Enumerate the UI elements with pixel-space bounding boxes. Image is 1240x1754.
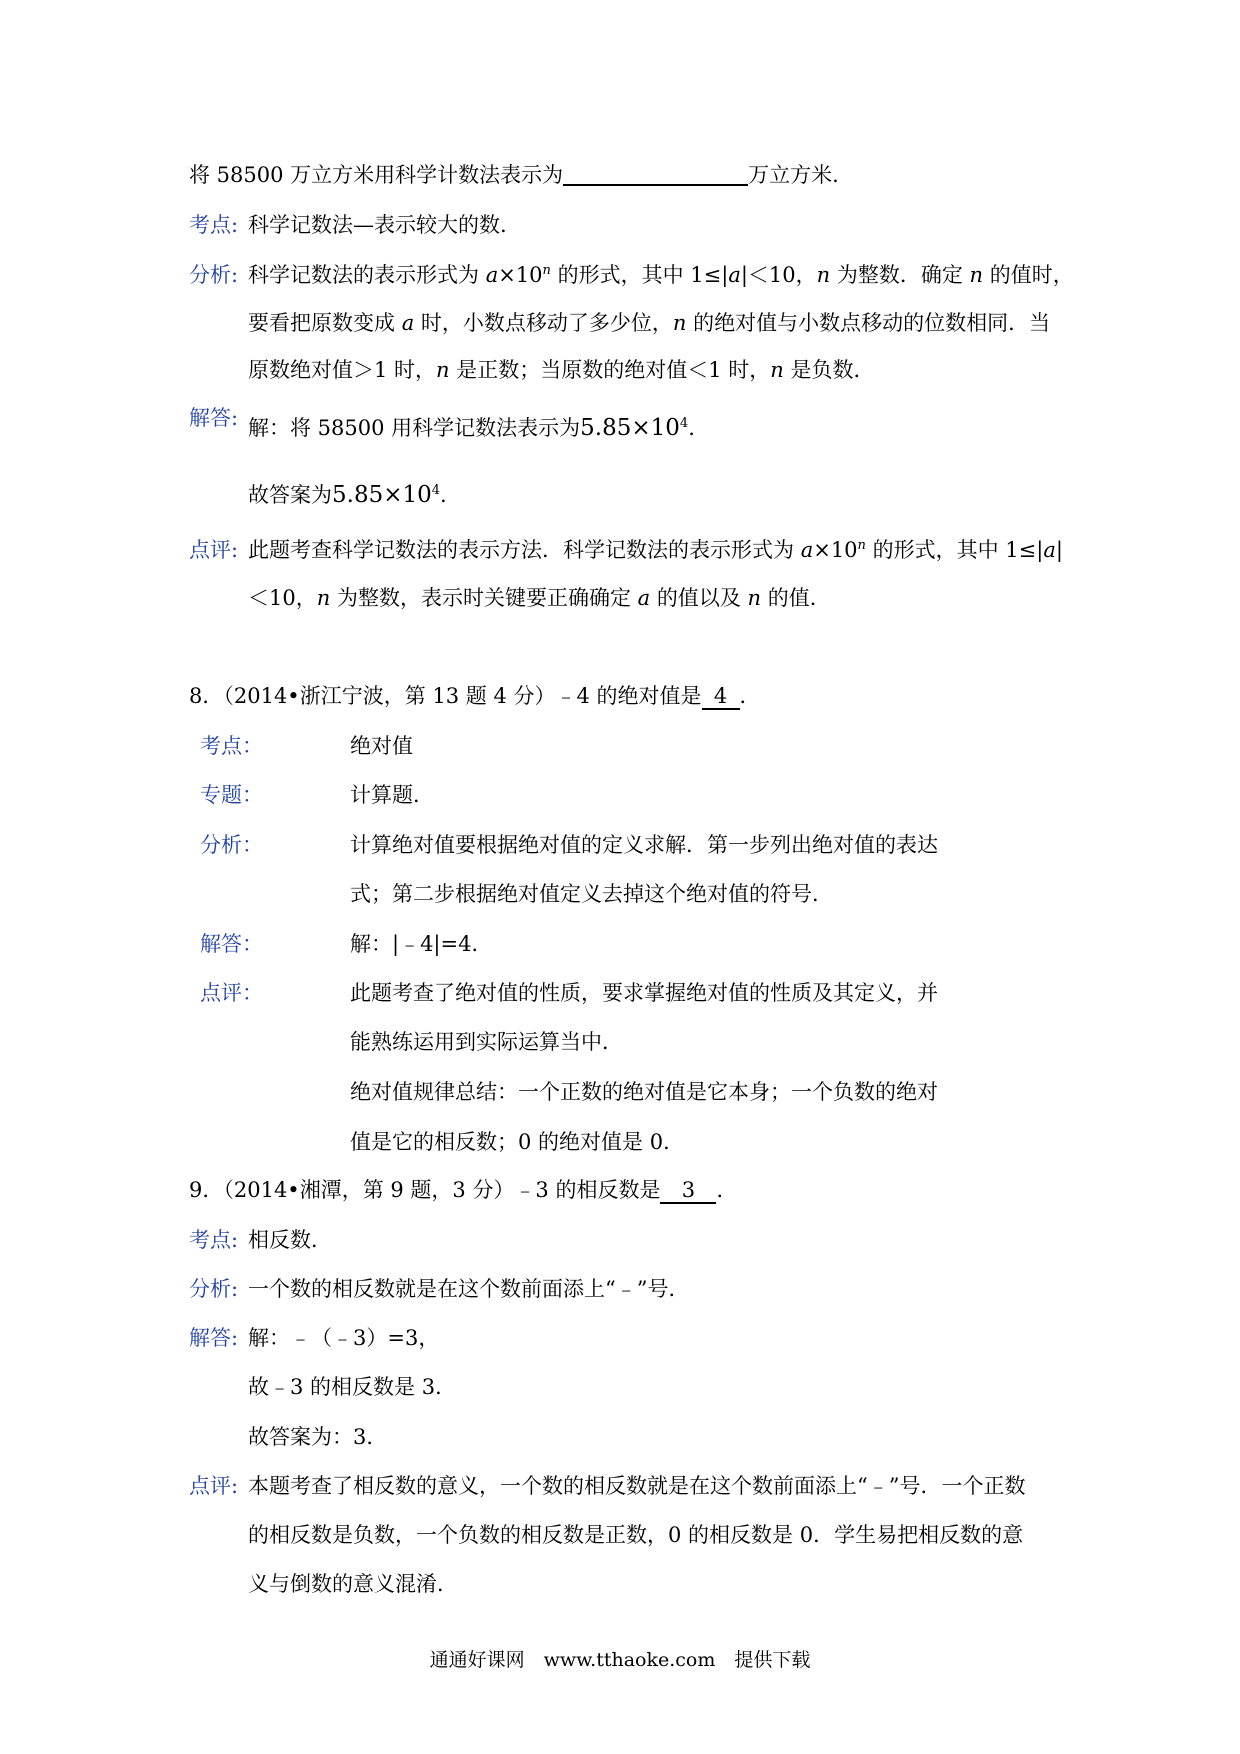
q8-dianping-line-2: 能熟练运用到实际运算当中． — [350, 1030, 623, 1054]
q7-stem-line — [189, 161, 839, 189]
q8-fenxi-line-1: 计算绝对值要根据绝对值的定义求解．第一步列出绝对值的表达 — [350, 833, 938, 857]
q9-jieda-line-2: 故﹣3 的相反数是 3． — [248, 1375, 457, 1399]
q7-fenxi-line-2: 要看把原数变成 a 时，小数点移动了多少位，n 的绝对值与小数点移动的位数相同．当 — [248, 311, 1051, 335]
q8-zhuanti-text: 计算题． — [350, 783, 434, 807]
q9-dianping-line-3: 义与倒数的意义混淆． — [248, 1572, 458, 1596]
q8-fenxi-line-2: 式；第二步根据绝对值定义去掉这个绝对值的符号． — [350, 882, 833, 906]
answer-blank — [563, 162, 748, 186]
q8-dianping-line-1: 此题考查了绝对值的性质，要求掌握绝对值的性质及其定义，并 — [350, 981, 938, 1005]
q9-answer: 3 — [660, 1178, 716, 1204]
q8-answer: 4 — [702, 684, 740, 710]
q7-jieda-label: 解答: — [189, 406, 239, 430]
q9-fenxi-text: 一个数的相反数就是在这个数前面添上“﹣”号． — [248, 1277, 690, 1301]
q7-fenxi-label: 分析: — [189, 263, 239, 287]
q8-stem: 8．（2014•浙江宁波，第 13 题 4 分）﹣4 的绝对值是 4 ． — [189, 684, 761, 708]
q9-jieda-line-1: 解：﹣（﹣3）=3， — [248, 1326, 440, 1350]
q8-dianping-line-4: 值是它的相反数；0 的绝对值是 0． — [350, 1130, 685, 1154]
q8-jieda-label: 解答： — [200, 932, 263, 956]
q7-kaodian-label: 考点: — [189, 213, 239, 237]
q8-zhuanti-label: 专题： — [200, 783, 263, 807]
page-footer: 通通好课网 www.tthaoke.com 提供下载 — [429, 1649, 811, 1671]
q9-fenxi-label: 分析: — [189, 1277, 239, 1301]
q8-kaodian-label: 考点： — [200, 734, 263, 758]
q9-kaodian-text: 相反数． — [248, 1228, 332, 1252]
q9-stem: 9．（2014•湘潭，第 9 题，3 分）﹣3 的相反数是 3 ． — [189, 1178, 738, 1202]
q7-fenxi-line-1: 科学记数法的表示形式为 $a\times 10^n$ 的形式，其中 1≤|a|＜10，n 为整数．确定 n 的值时， — [248, 263, 1074, 287]
q8-fenxi-label: 分析： — [200, 833, 263, 857]
q8-dianping-line-3: 绝对值规律总结：一个正数的绝对值是它本身；一个负数的绝对 — [350, 1080, 938, 1104]
q9-stem-text: 9．（2014•湘潭，第 9 题，3 分）﹣3 的相反数是 — [189, 1178, 661, 1202]
q8-jieda-text: 解：|﹣4|=4． — [350, 932, 493, 956]
q9-dianping-label: 点评: — [189, 1474, 239, 1498]
q7-dianping-label: 点评: — [189, 538, 239, 562]
q8-kaodian-text: 绝对值 — [350, 734, 413, 758]
q7-stem-text: 将 58500 万立方米用科学计数法表示为 — [189, 163, 564, 187]
q9-jieda-line-3: 故答案为：3． — [248, 1425, 388, 1449]
q8-stem-text: 8．（2014•浙江宁波，第 13 题 4 分）﹣4 的绝对值是 — [189, 684, 702, 708]
q9-kaodian-label: 考点: — [189, 1228, 239, 1252]
q7-kaodian-text: 科学记数法—表示较大的数. — [248, 213, 507, 237]
q7-stem-unit: 万立方米. — [748, 163, 839, 187]
q7-dianping-line-2: ＜10，n 为整数，表示时关键要正确确定 a 的值以及 n 的值． — [248, 586, 831, 610]
q9-dianping-line-2: 的相反数是负数，一个负数的相反数是正数，0 的相反数是 0．学生易把相反数的意 — [248, 1523, 1024, 1547]
q8-dianping-label: 点评： — [200, 981, 263, 1005]
q9-jieda-label: 解答: — [189, 1326, 239, 1350]
q7-jieda-line-2: 故答案为$5.85\times 10^4$. — [248, 482, 447, 508]
q7-fenxi-line-3: 原数绝对值＞1 时，n 是正数；当原数的绝对值＜1 时，n 是负数． — [248, 358, 875, 382]
q7-dianping-line-1: 此题考查科学记数法的表示方法．科学记数法的表示形式为 $a\times 10^n$ 的形式，其中 1≤|a| — [248, 538, 1063, 562]
q7-jieda-line-1: 解：将 58500 用科学记数法表示为$5.85\times 10^4$. — [248, 415, 695, 441]
q9-dianping-line-1: 本题考查了相反数的意义，一个数的相反数就是在这个数前面添上“﹣”号．一个正数 — [248, 1474, 1026, 1498]
